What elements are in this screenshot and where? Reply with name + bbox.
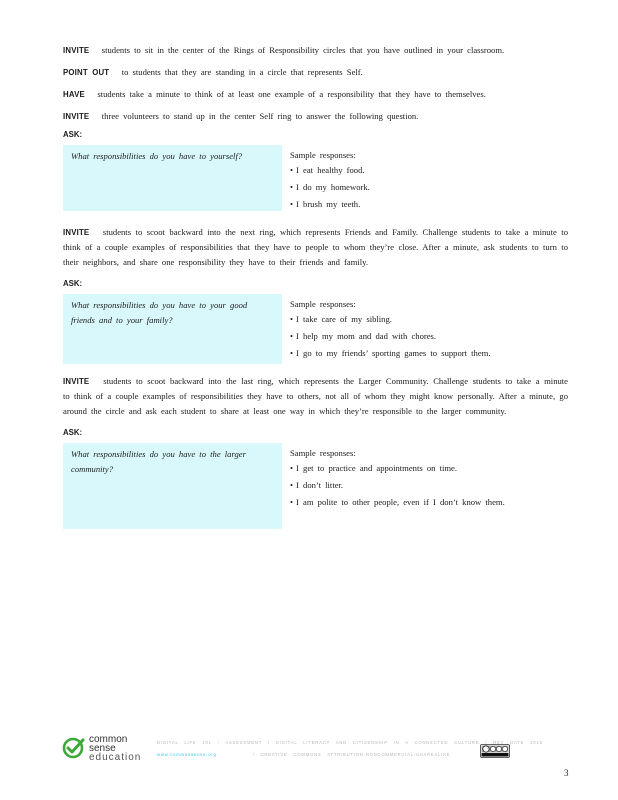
- response-item: • I help my mom and dad with chores.: [290, 330, 490, 343]
- sample-responses: [282, 294, 490, 364]
- keyword: INVITE: [63, 112, 90, 121]
- response-item: • I eat healthy food.: [290, 164, 370, 177]
- footer-website-link[interactable]: www.commonsense.org: [157, 752, 217, 757]
- instruction-paragraph-1: [63, 225, 568, 270]
- logo-wordmark: [89, 735, 141, 762]
- response-item: • I do my homework.: [290, 181, 370, 194]
- ask-label: ASK:: [63, 130, 83, 139]
- paragraph-text: students to scoot backward into the next ring, which represents Friends and Family. Challenge students to take a minute to think of a couple examples of responsibilities that they have to people to whom they’re close. After a minute, ask students to turn to their neighbors, and share one responsibility they have to their friends and family.: [63, 227, 568, 267]
- intro-text: three volunteers to stand up in the center Self ring to answer the following question.: [101, 111, 419, 121]
- logo-line: sense: [89, 743, 116, 754]
- intro-line-3: [63, 88, 568, 101]
- keyword: POINT OUT: [63, 68, 110, 77]
- ask-block-1: [63, 145, 568, 215]
- ask-block-2: [63, 294, 568, 364]
- footer-license-line: [157, 752, 450, 757]
- intro-line-4: [63, 110, 568, 123]
- paragraph-text: students to scoot backward into the last ring, which represents the Larger Community. Challenge students to take a minute to think of a couple examples of responsibilities they have to others, not all of whom they might know personally. After a minute, go around the circle and ask each student to share at least one way in which they’re responsible to the larger community.: [63, 376, 568, 416]
- keyword: INVITE: [63, 377, 90, 386]
- intro-line-1: [63, 44, 568, 57]
- sample-responses: [282, 145, 370, 215]
- keyword: INVITE: [63, 46, 90, 55]
- common-sense-logo: [62, 735, 142, 771]
- logo-line: education: [89, 752, 142, 763]
- keyword: INVITE: [63, 228, 90, 237]
- sample-label: Sample responses:: [290, 150, 356, 160]
- keyword: HAVE: [63, 90, 85, 99]
- page-footer: [62, 733, 568, 773]
- instruction-paragraph-2: [63, 374, 568, 419]
- ask-label: ASK:: [63, 428, 83, 437]
- intro-text: to students that they are standing in a circle that represents Self.: [121, 67, 363, 77]
- ask-label: ASK:: [63, 279, 83, 288]
- page-number: 3: [564, 768, 569, 778]
- lesson-content: [63, 44, 568, 539]
- response-item: • I brush my teeth.: [290, 198, 370, 211]
- response-item: • I get to practice and appointments on time.: [290, 462, 505, 475]
- creative-commons-badge-icon: [480, 744, 510, 758]
- response-item: • I don’t litter.: [290, 479, 505, 492]
- sample-label: Sample responses:: [290, 448, 356, 458]
- question-box: What responsibilities do you have to yourself?: [63, 145, 282, 211]
- footer-course-line: DIGITAL LIFE 101 / ASSESSMENT / DIGITAL LITERACY AND CITIZENSHIP IN A CONNECTED CULTURE / REV DATE 2015: [157, 740, 543, 745]
- intro-text: students to sit in the center of the Rings of Responsibility circles that you have outlined in your classroom.: [101, 45, 505, 55]
- intro-text: students take a minute to think of at least one example of a responsibility that they have to themselves.: [97, 89, 486, 99]
- response-item: • I go to my friends’ sporting games to support them.: [290, 347, 490, 360]
- ask-block-3: [63, 443, 568, 529]
- check-circle-icon: [62, 736, 86, 760]
- question-box: What responsibilities do you have to your good friends and to your family?: [63, 294, 282, 364]
- response-item: • I take care of my sibling.: [290, 313, 490, 326]
- sample-responses: [282, 443, 505, 529]
- question-box: What responsibilities do you have to the larger community?: [63, 443, 282, 529]
- sample-label: Sample responses:: [290, 299, 356, 309]
- logo-line: common: [89, 734, 128, 745]
- license-text: / CREATIVE COMMONS ATTRIBUTION-NONCOMMERCIAL-SHAREALIKE: [252, 752, 451, 757]
- response-item: • I am polite to other people, even if I don’t know them.: [290, 496, 505, 509]
- intro-line-2: [63, 66, 568, 79]
